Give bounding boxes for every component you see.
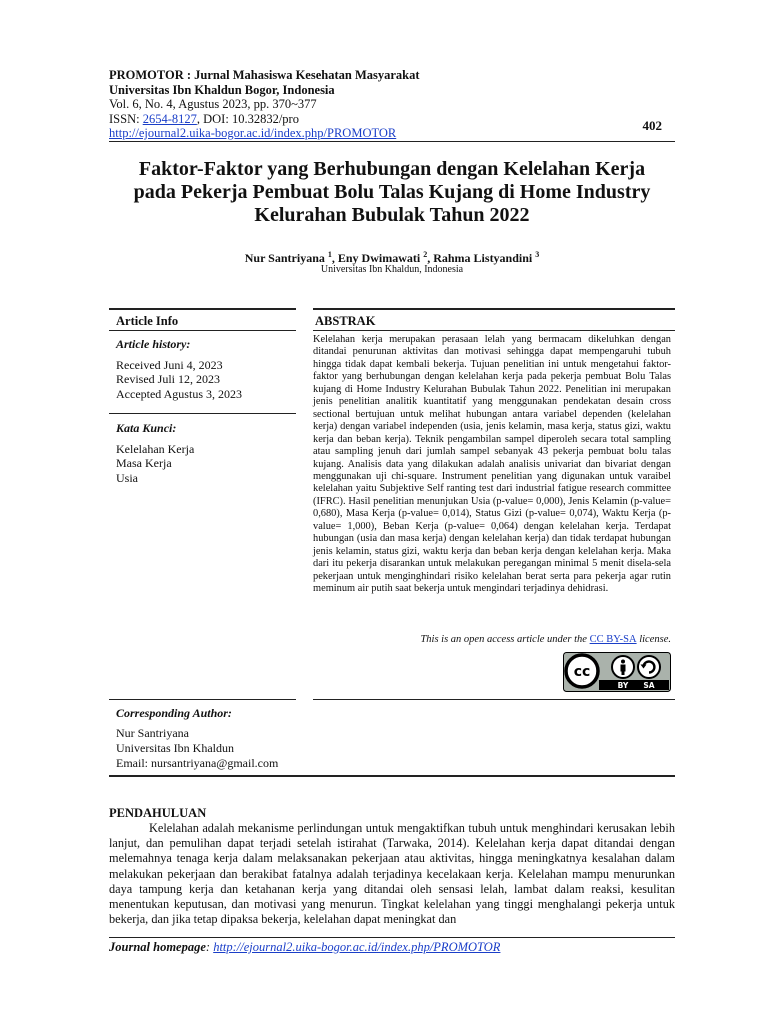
corresponding-name: Nur Santriyana xyxy=(116,726,189,740)
keyword-item: Masa Kerja xyxy=(116,456,172,471)
abstract-heading: ABSTRAK xyxy=(315,314,376,328)
keyword-list xyxy=(116,442,194,485)
author-2: , Eny Dwimawati xyxy=(331,251,424,265)
license-text-pre: This is an open access article under the xyxy=(420,634,590,645)
corresponding-institution: Universitas Ibn Khaldun xyxy=(116,740,234,755)
cc-by-sa-badge[interactable] xyxy=(563,652,671,692)
article-history-heading: Article history: xyxy=(116,337,191,351)
cc-by-sa-icon xyxy=(563,652,671,692)
journal-volume: Vol. 6, No. 4, Agustus 2023, pp. 370~377 xyxy=(109,97,317,111)
footer-homepage-link[interactable]: http://ejournal2.uika-bogor.ac.id/index.php/PROMOTOR xyxy=(213,940,501,954)
affiliation: Universitas Ibn Khaldun, Indonesia xyxy=(320,264,464,275)
keyword-item: Kelelahan Kerja xyxy=(116,442,195,456)
introduction-paragraph: Kelelahan adalah mekanisme perlindungan untuk mengaktifkan tubuh untuk menghindari kerusakan lebih lanjut, dan pemulihan dapat terjadi setelah istirahat (Tarwaka, 2014). Kelelahan kerja dapat ditandai dengan melemahnya tenaga kerja dalam melaksanakan pekerjaan atau aktivitas, hingga meningkatnya kesalahan dalam melakukan pekerjaan dan berakibat fatalnya adalah terjadinya kecelakaan kerja. Kelelahan mampu menurunkan daya tampung kerja dan ketahanan kerja yang ditandai oleh sensasi lelah, lambat dalam reaksi, kesulitan menentukan keputusan, dan motivasi yang menurun. Tingkat kelelahan yang tinggi menghalangi pekerja untuk bekerja, dan jika tetap dipaksa bekerja, kelelahan dapat meningkat dan xyxy=(109,821,675,927)
footer-sep: : xyxy=(205,940,214,954)
author-3: , Rahma Listyandini xyxy=(427,251,536,265)
history-rule xyxy=(109,413,296,414)
accepted-date: Accepted Agustus 3, 2023 xyxy=(116,386,242,401)
info-bottom-rule xyxy=(109,699,296,700)
header-divider xyxy=(109,141,675,142)
license-text-post: license. xyxy=(636,634,671,645)
received-date: Received Juni 4, 2023 xyxy=(116,358,223,372)
abstract-body: Kelelahan kerja merupakan perasaan lelah yang bermacam dikeluhkan dengan ditandai penurunan aktivitas dan motivasi sehingga dapat mempengaruhi tubuh hingga tidak dapat kembali bekerja. Tujuan penelitian ini untuk mengetahui faktor-faktor yang berhubungan dengan kelelahan kerja pada pekerja pembuat Bolu Talas kujang di Home Industry Kelurahan Bubulak Tahun 2022. Penelitian ini merupakan jenis penelitian analitik kuantitatif yang menggunakan pendekatan desain cross sectional bertujuan untuk melihat hubungan antara variabel dependen (kelelahan kerja) dengan variabel independen (usia, jenis kelamin, masa kerja, status gizi, waktu kerja dan beban kerja). Teknik pengambilan sampel diperoleh secara total sampling atau sampling jenuh dari jumlah sampel sebanyak 43 pekerja pembuat bolu talas kujang. Analisis data yang dilakukan adalah analisis univariat dan bivariat dengan menggunakan uji chi-square. Instrument penelitian yang digunakan untuk varaibel kelelahan yaitu Subjektive Self ranting test dari industrial fatigue research committee (IFRC). Hasil penelitian menunjukan Usia (p-value= 0,000), Jenis Kelamin (p-value= 0,680), Masa Kerja (p-value= 0,014), Status Gizi (p-value= 0,074), Waktu Kerja (p-value= 1,000), Beban Kerja (p-value= 0,064) dengan kelelahan kerja. Terdapat hubungan (usia dan masa kerja) dengan kelelahan kerja) dan tidak terdapat hubungan jenis kelamin, status gizi, waktu kerja dan beban kerja dengan kelelahan kerja. Maka dari itu pekerja disarankan untuk melakukan peregangan minimal 5 menit disela-sela pekerjaan untuk menginghindari risiko kelelahan berat serta para pekerja agar rutin meminum air putih saat bekerja untuk mengindari terjadinya dehidrasi. xyxy=(313,334,671,595)
corresponding-email: Email: nursantriyana@gmail.com xyxy=(116,755,279,770)
keywords-heading: Kata Kunci: xyxy=(116,421,177,435)
journal-homepage-footer xyxy=(109,940,500,955)
title-line-1: Faktor-Faktor yang Berhubungan dengan Kelelahan Kerja xyxy=(138,158,646,180)
author-2-sup: 2 xyxy=(423,250,428,259)
doi-text: , DOI: 10.32832/pro xyxy=(196,111,299,126)
journal-institution: Universitas Ibn Khaldun Bogor, Indonesia xyxy=(109,82,335,97)
article-info-heading: Article Info xyxy=(116,314,179,328)
revised-date: Revised Juli 12, 2023 xyxy=(116,372,220,387)
issn-link[interactable]: 2654-8127 xyxy=(142,111,197,126)
abstract-top-rule xyxy=(313,308,675,310)
footer-label: Journal homepage xyxy=(109,940,206,954)
license-link[interactable]: CC BY-SA xyxy=(589,634,637,645)
article-history xyxy=(116,358,242,401)
svg-text:cc: cc xyxy=(573,664,591,680)
issn-label: ISSN: xyxy=(109,111,143,126)
corresponding-details xyxy=(116,726,278,770)
keyword-item: Usia xyxy=(116,470,138,485)
svg-text:SA: SA xyxy=(643,681,655,690)
footer-rule xyxy=(109,937,675,938)
license-statement xyxy=(313,634,671,645)
abstract-heading-rule xyxy=(313,330,675,331)
paper-title xyxy=(100,158,684,227)
page-number: 402 xyxy=(642,118,662,133)
info-heading-rule xyxy=(109,330,296,331)
introduction-body xyxy=(109,821,675,927)
journal-url-link[interactable]: http://ejournal2.uika-bogor.ac.id/index.php/PROMOTOR xyxy=(109,126,397,140)
front-matter-bottom-rule xyxy=(109,775,675,777)
author-1: Nur Santriyana xyxy=(244,251,328,265)
svg-text:BY: BY xyxy=(617,681,629,690)
journal-name: PROMOTOR : Jurnal Mahasiswa Kesehatan Masyarakat xyxy=(109,68,420,82)
abstract-bottom-rule xyxy=(313,699,675,700)
author-1-sup: 1 xyxy=(327,250,332,259)
title-line-2: pada Pekerja Pembuat Bolu Talas Kujang di Home Industry xyxy=(133,181,651,203)
introduction-heading: PENDAHULUAN xyxy=(109,806,207,820)
title-line-3: Kelurahan Bubulak Tahun 2022 xyxy=(254,204,530,226)
info-top-rule xyxy=(109,308,296,310)
corresponding-heading: Corresponding Author: xyxy=(116,706,232,720)
journal-issn-line xyxy=(109,112,420,127)
author-3-sup: 3 xyxy=(535,250,540,259)
journal-header xyxy=(109,68,420,141)
